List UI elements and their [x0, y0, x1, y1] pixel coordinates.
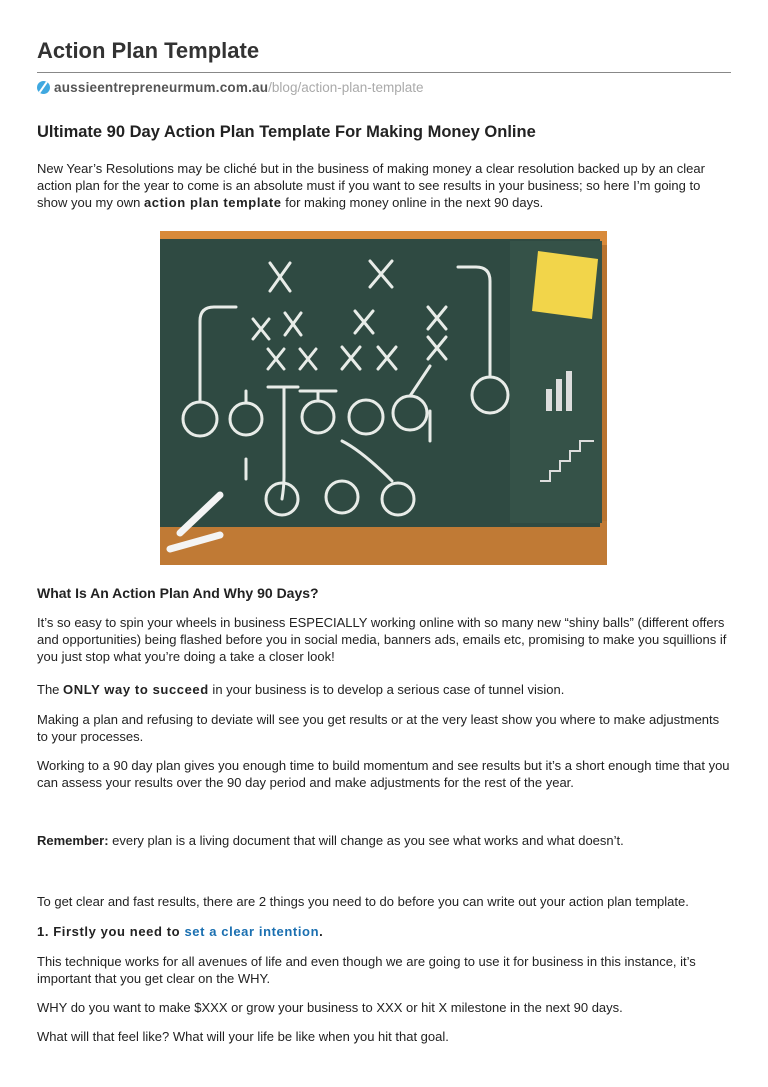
intro-paragraph: New Year’s Resolutions may be cliché but in the business of making money a clear resolution backed up by an clear action plan for the year to come is an absolute must if you want to see results in your business; so here I’m going to show you my own action plan template for making money online in the next 90 days. [37, 161, 705, 210]
link-icon [37, 81, 50, 94]
paragraph: It’s so easy to spin your wheels in business ESPECIALLY working online with so many new “shiny balls” (different offers and opportunities) being flashed before you in social media, banners ads, emails etc, promising to make you squillions if you just stop what you’re doing a take a closer look! [37, 615, 727, 664]
paragraph: The ONLY way to succeed in your business is to develop a serious case of tunnel vision. [37, 682, 565, 697]
paragraph: 1. Firstly you need to set a clear intention. [37, 924, 323, 939]
section-heading: What Is An Action Plan And Why 90 Days? [37, 585, 319, 601]
source-domain[interactable]: aussieentrepreneurmum.com.au [54, 80, 269, 95]
source-path[interactable]: /blog/action-plan-template [268, 80, 424, 95]
paragraph: To get clear and fast results, there are 2 things you need to do before you can write out your action plan template. [37, 894, 689, 909]
paragraph: Working to a 90 day plan gives you enough time to build momentum and see results but it’s a short enough time that you can assess your results over the 90 day period and make adjustments for the rest of the year. [37, 758, 730, 790]
paragraph: This technique works for all avenues of life and even though we are going to use it for business in this instance, it’s important that you get clear on the WHY. [37, 954, 696, 986]
paragraph: Remember: every plan is a living document that will change as you see what works and what doesn’t. [37, 833, 624, 848]
source-link[interactable] [37, 80, 424, 95]
paragraph: What will that feel like? What will your life be like when you hit that goal. [37, 1029, 449, 1044]
set-clear-intention-link[interactable]: set a clear intention [184, 924, 320, 939]
chalkboard-play-diagram-image [160, 231, 607, 565]
page-title: Action Plan Template [37, 38, 260, 63]
paragraph: Making a plan and refusing to deviate will see you get results or at the very least show you where to make adjustments to your processes. [37, 712, 720, 744]
article-headline: Ultimate 90 Day Action Plan Template For Making Money Online [37, 123, 536, 141]
paragraph: WHY do you want to make $XXX or grow your business to XXX or hit X milestone in the next 90 days. [37, 1000, 623, 1015]
title-divider [37, 72, 731, 73]
